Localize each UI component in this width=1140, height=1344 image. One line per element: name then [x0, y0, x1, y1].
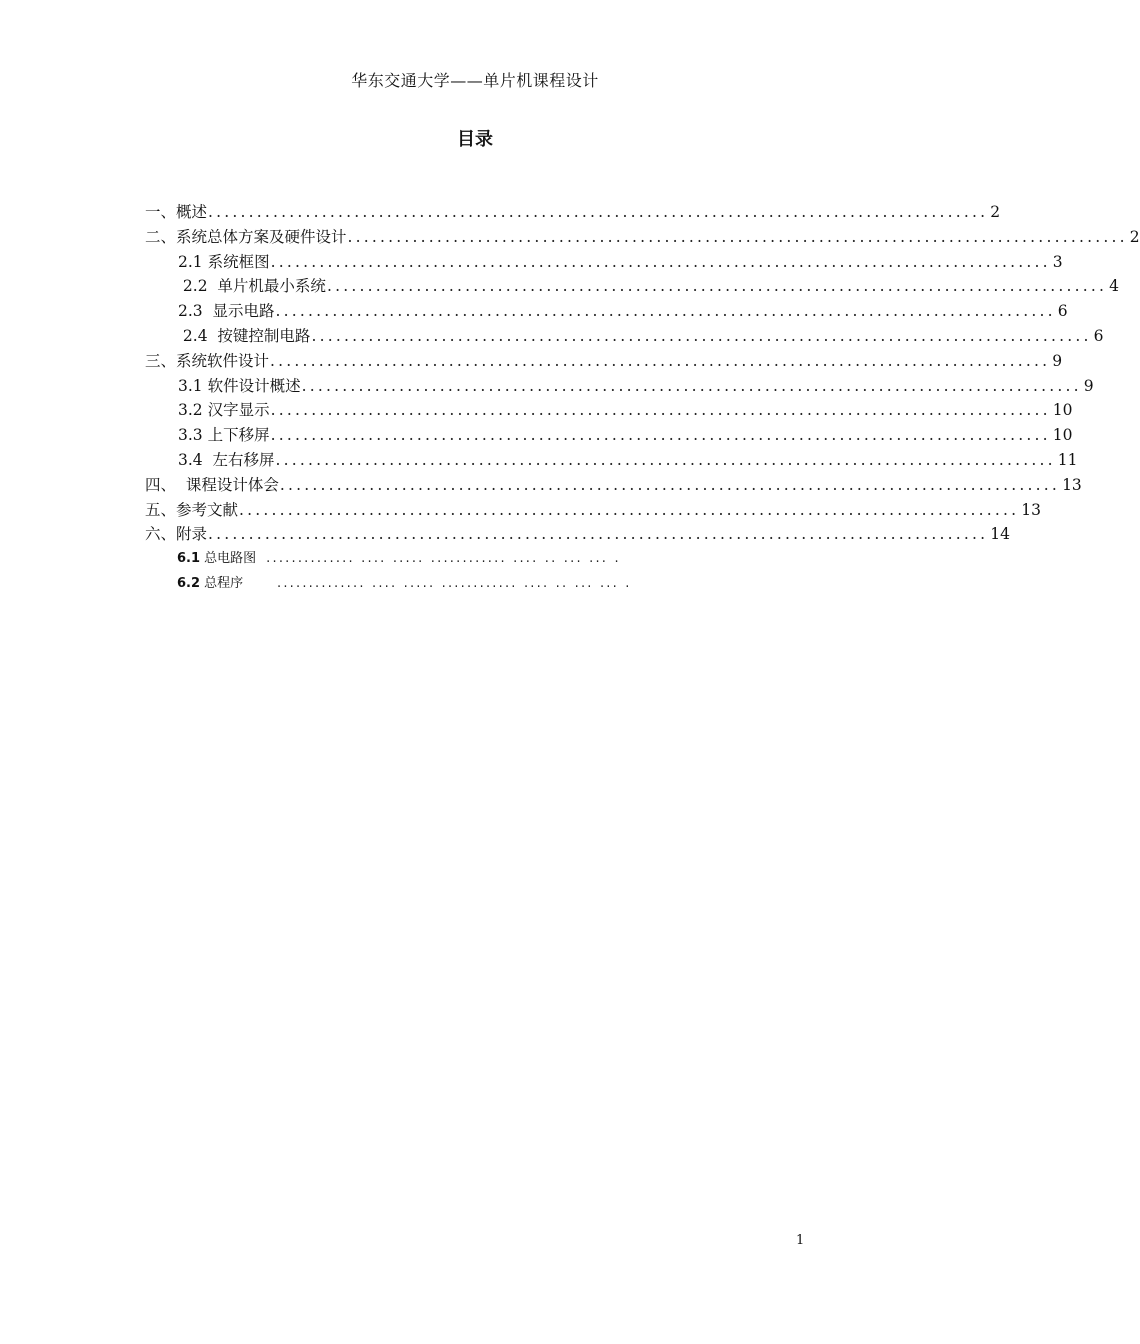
table-of-contents — [145, 200, 1140, 597]
toc-entry[interactable] — [145, 324, 1104, 349]
toc-entry-label: 2.4 按键控制电路 — [178, 326, 311, 345]
toc-leader: ................................................................................................ — [311, 326, 1092, 345]
toc-entry-page: 6 — [1093, 326, 1104, 345]
toc-entry-page: 9 — [1083, 376, 1094, 395]
toc-entry-label: 三、系统软件设计 — [145, 351, 270, 370]
toc-leader: .............. .... ..... ............ .... .. ... ... . — [266, 551, 621, 567]
toc-appendix-label — [177, 572, 267, 591]
toc-entry[interactable] — [145, 200, 1001, 225]
toc-entry[interactable] — [145, 522, 1010, 547]
toc-entry[interactable] — [145, 423, 1073, 448]
toc-leader: ................................................................................................ — [279, 475, 1061, 494]
toc-leader: ................................................................................................ — [208, 203, 989, 221]
toc-leader: ................................................................................................ — [275, 302, 1056, 321]
toc-entry-label: 六、附录 — [145, 525, 208, 544]
toc-entry-page: 11 — [1057, 450, 1078, 469]
toc-entry-label: 2.1 系统框图 — [178, 252, 270, 271]
toc-entry-page: 13 — [1021, 500, 1041, 519]
toc-leader: ................................................................................................ — [270, 426, 1051, 445]
toc-entry[interactable] — [145, 274, 1120, 299]
toc-title: 目录 — [457, 129, 493, 150]
toc-entry-label: 2.3 显示电路 — [178, 302, 275, 321]
toc-appendix-text: 总程序 — [200, 576, 244, 592]
page-header: 华东交通大学——单片机课程设计 — [351, 71, 599, 90]
toc-entry[interactable] — [145, 448, 1078, 473]
toc-entry[interactable] — [145, 473, 1082, 498]
toc-entry-label: 五、参考文献 — [145, 500, 239, 519]
toc-leader: ................................................................................................ — [301, 376, 1082, 395]
toc-leader: ................................................................................................ — [208, 525, 989, 544]
toc-entry-label: 2.2 单片机最小系统 — [178, 277, 326, 296]
toc-appendix-number: 6.2 — [177, 576, 201, 592]
toc-entry-page: 2 — [990, 203, 1001, 221]
toc-leader: ................................................................................................ — [275, 450, 1056, 469]
toc-leader: ................................................................................................ — [270, 351, 1051, 370]
toc-entry-page: 13 — [1062, 475, 1082, 494]
toc-leader: .............. .... ..... ............ .... .. ... ... . — [277, 576, 632, 592]
toc-entry-page: 4 — [1109, 277, 1120, 296]
toc-leader: ................................................................................................ — [326, 277, 1108, 296]
toc-entry-label: 3.2 汉字显示 — [178, 401, 270, 420]
toc-entry[interactable] — [145, 498, 1041, 523]
toc-entry-page: 10 — [1052, 401, 1073, 420]
page-number: 1 — [796, 1233, 805, 1248]
toc-entry-page: 10 — [1052, 426, 1073, 445]
toc-entry-label: 3.4 左右移屏 — [178, 450, 275, 469]
toc-entry[interactable] — [145, 398, 1073, 423]
toc-entry-label: 3.3 上下移屏 — [178, 426, 270, 445]
toc-entry-page: 9 — [1052, 351, 1063, 370]
toc-leader: ................................................................................................ — [347, 227, 1128, 246]
toc-appendix-entry[interactable] — [145, 547, 807, 572]
toc-entry[interactable] — [145, 250, 1063, 275]
toc-entry-page: 6 — [1057, 302, 1068, 321]
toc-leader: ................................................................................................ — [270, 252, 1051, 271]
toc-appendix-entry[interactable] — [145, 572, 807, 597]
toc-entry-label: 四、 课程设计体会 — [145, 475, 279, 494]
toc-appendix-number: 6.1 — [177, 551, 201, 567]
toc-entry-page: 3 — [1052, 252, 1063, 271]
toc-entry-label: 3.1 软件设计概述 — [178, 376, 301, 395]
toc-entry[interactable] — [145, 374, 1094, 399]
toc-entry[interactable] — [145, 349, 1063, 374]
toc-entry-page: 2 — [1129, 227, 1140, 246]
toc-entry-label: 二、系统总体方案及硬件设计 — [145, 227, 347, 246]
toc-entry[interactable] — [145, 225, 1140, 250]
toc-appendix-label — [177, 547, 256, 566]
toc-entry[interactable] — [145, 299, 1068, 324]
toc-entry-page: 14 — [990, 525, 1010, 544]
toc-entry-label: 一、概述 — [145, 203, 208, 221]
toc-leader: ................................................................................................ — [270, 401, 1051, 420]
toc-leader: ................................................................................................ — [239, 500, 1020, 519]
toc-appendix-text: 总电路图 — [200, 551, 257, 567]
